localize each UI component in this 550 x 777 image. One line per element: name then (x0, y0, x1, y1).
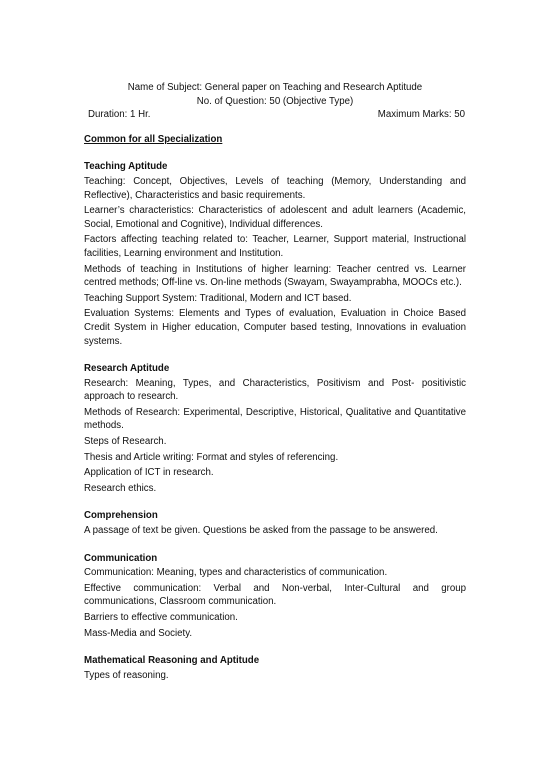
section-title-comprehension: Comprehension (84, 510, 158, 522)
section-paragraph: Evaluation Systems: Elements and Types of evaluation, Evaluation in Choice Based Credit System in Higher education, Computer based testing, Innovations in evaluation systems. (84, 308, 466, 347)
section-paragraph: Learner’s characteristics: Characteristics of adolescent and adult learners (Academic, Social, Emotional and Cognitive), Individual differences. (84, 205, 466, 230)
section-paragraph: A passage of text be given. Questions be asked from the passage to be answered. (84, 525, 438, 537)
section-paragraph: Research: Meaning, Types, and Characteristics, Positivism and Post- positivistic approach to research. (84, 377, 466, 403)
duration: Duration: 1 Hr. (88, 109, 151, 121)
section-title-research-aptitude: Research Aptitude (84, 363, 170, 375)
section-title-mathematical-reasoning: Mathematical Reasoning and Aptitude (84, 655, 260, 667)
section-paragraph: Application of ICT in research. (84, 467, 214, 479)
section-paragraph: Teaching Support System: Traditional, Modern and ICT based. (84, 292, 352, 304)
section-paragraph: Barriers to effective communication. (84, 612, 238, 623)
section-paragraph: Types of reasoning. (84, 669, 169, 681)
section-paragraph: Teaching: Concept, Objectives, Levels of teaching (Memory, Understanding and Reflective), Characteristics and basic requirements. (84, 175, 466, 201)
section-paragraph: Thesis and Article writing: Format and styles of referencing. (84, 451, 339, 463)
subject-name: Name of Subject: General paper on Teaching and Research Aptitude (127, 82, 423, 93)
section-paragraph: Effective communication: Verbal and Non-verbal, Inter-Cultural and group communications, Classroom communication. (84, 582, 466, 608)
section-title-teaching-aptitude: Teaching Aptitude (84, 161, 168, 173)
section-paragraph: Mass-Media and Society. (84, 627, 193, 639)
question-count: No. of Question: 50 (Objective Type) (196, 95, 354, 107)
section-paragraph: Communication: Meaning, types and characteristics of communication. (84, 567, 388, 579)
syllabus-page (84, 81, 466, 684)
section-paragraph: Research ethics. (84, 482, 157, 494)
section-title-communication: Communication (84, 552, 158, 564)
maximum-marks: Maximum Marks: 50 (377, 109, 465, 121)
common-heading: Common for all Specialization (84, 133, 223, 145)
section-paragraph: Steps of Research. (84, 436, 167, 448)
section-paragraph: Factors affecting teaching related to: Teacher, Learner, Support material, Instructional facilities, Learning environment and Institution. (84, 234, 466, 259)
duration-marks-row (84, 108, 466, 122)
section-paragraph: Methods of teaching in Institutions of higher learning: Teacher centred vs. Learner centred methods; Off-line vs. On-line methods (Swayam, Swayamprabha, MOOCs etc.). (84, 263, 466, 289)
section-paragraph: Methods of Research: Experimental, Descriptive, Historical, Qualitative and Quantitative methods. (84, 406, 466, 432)
